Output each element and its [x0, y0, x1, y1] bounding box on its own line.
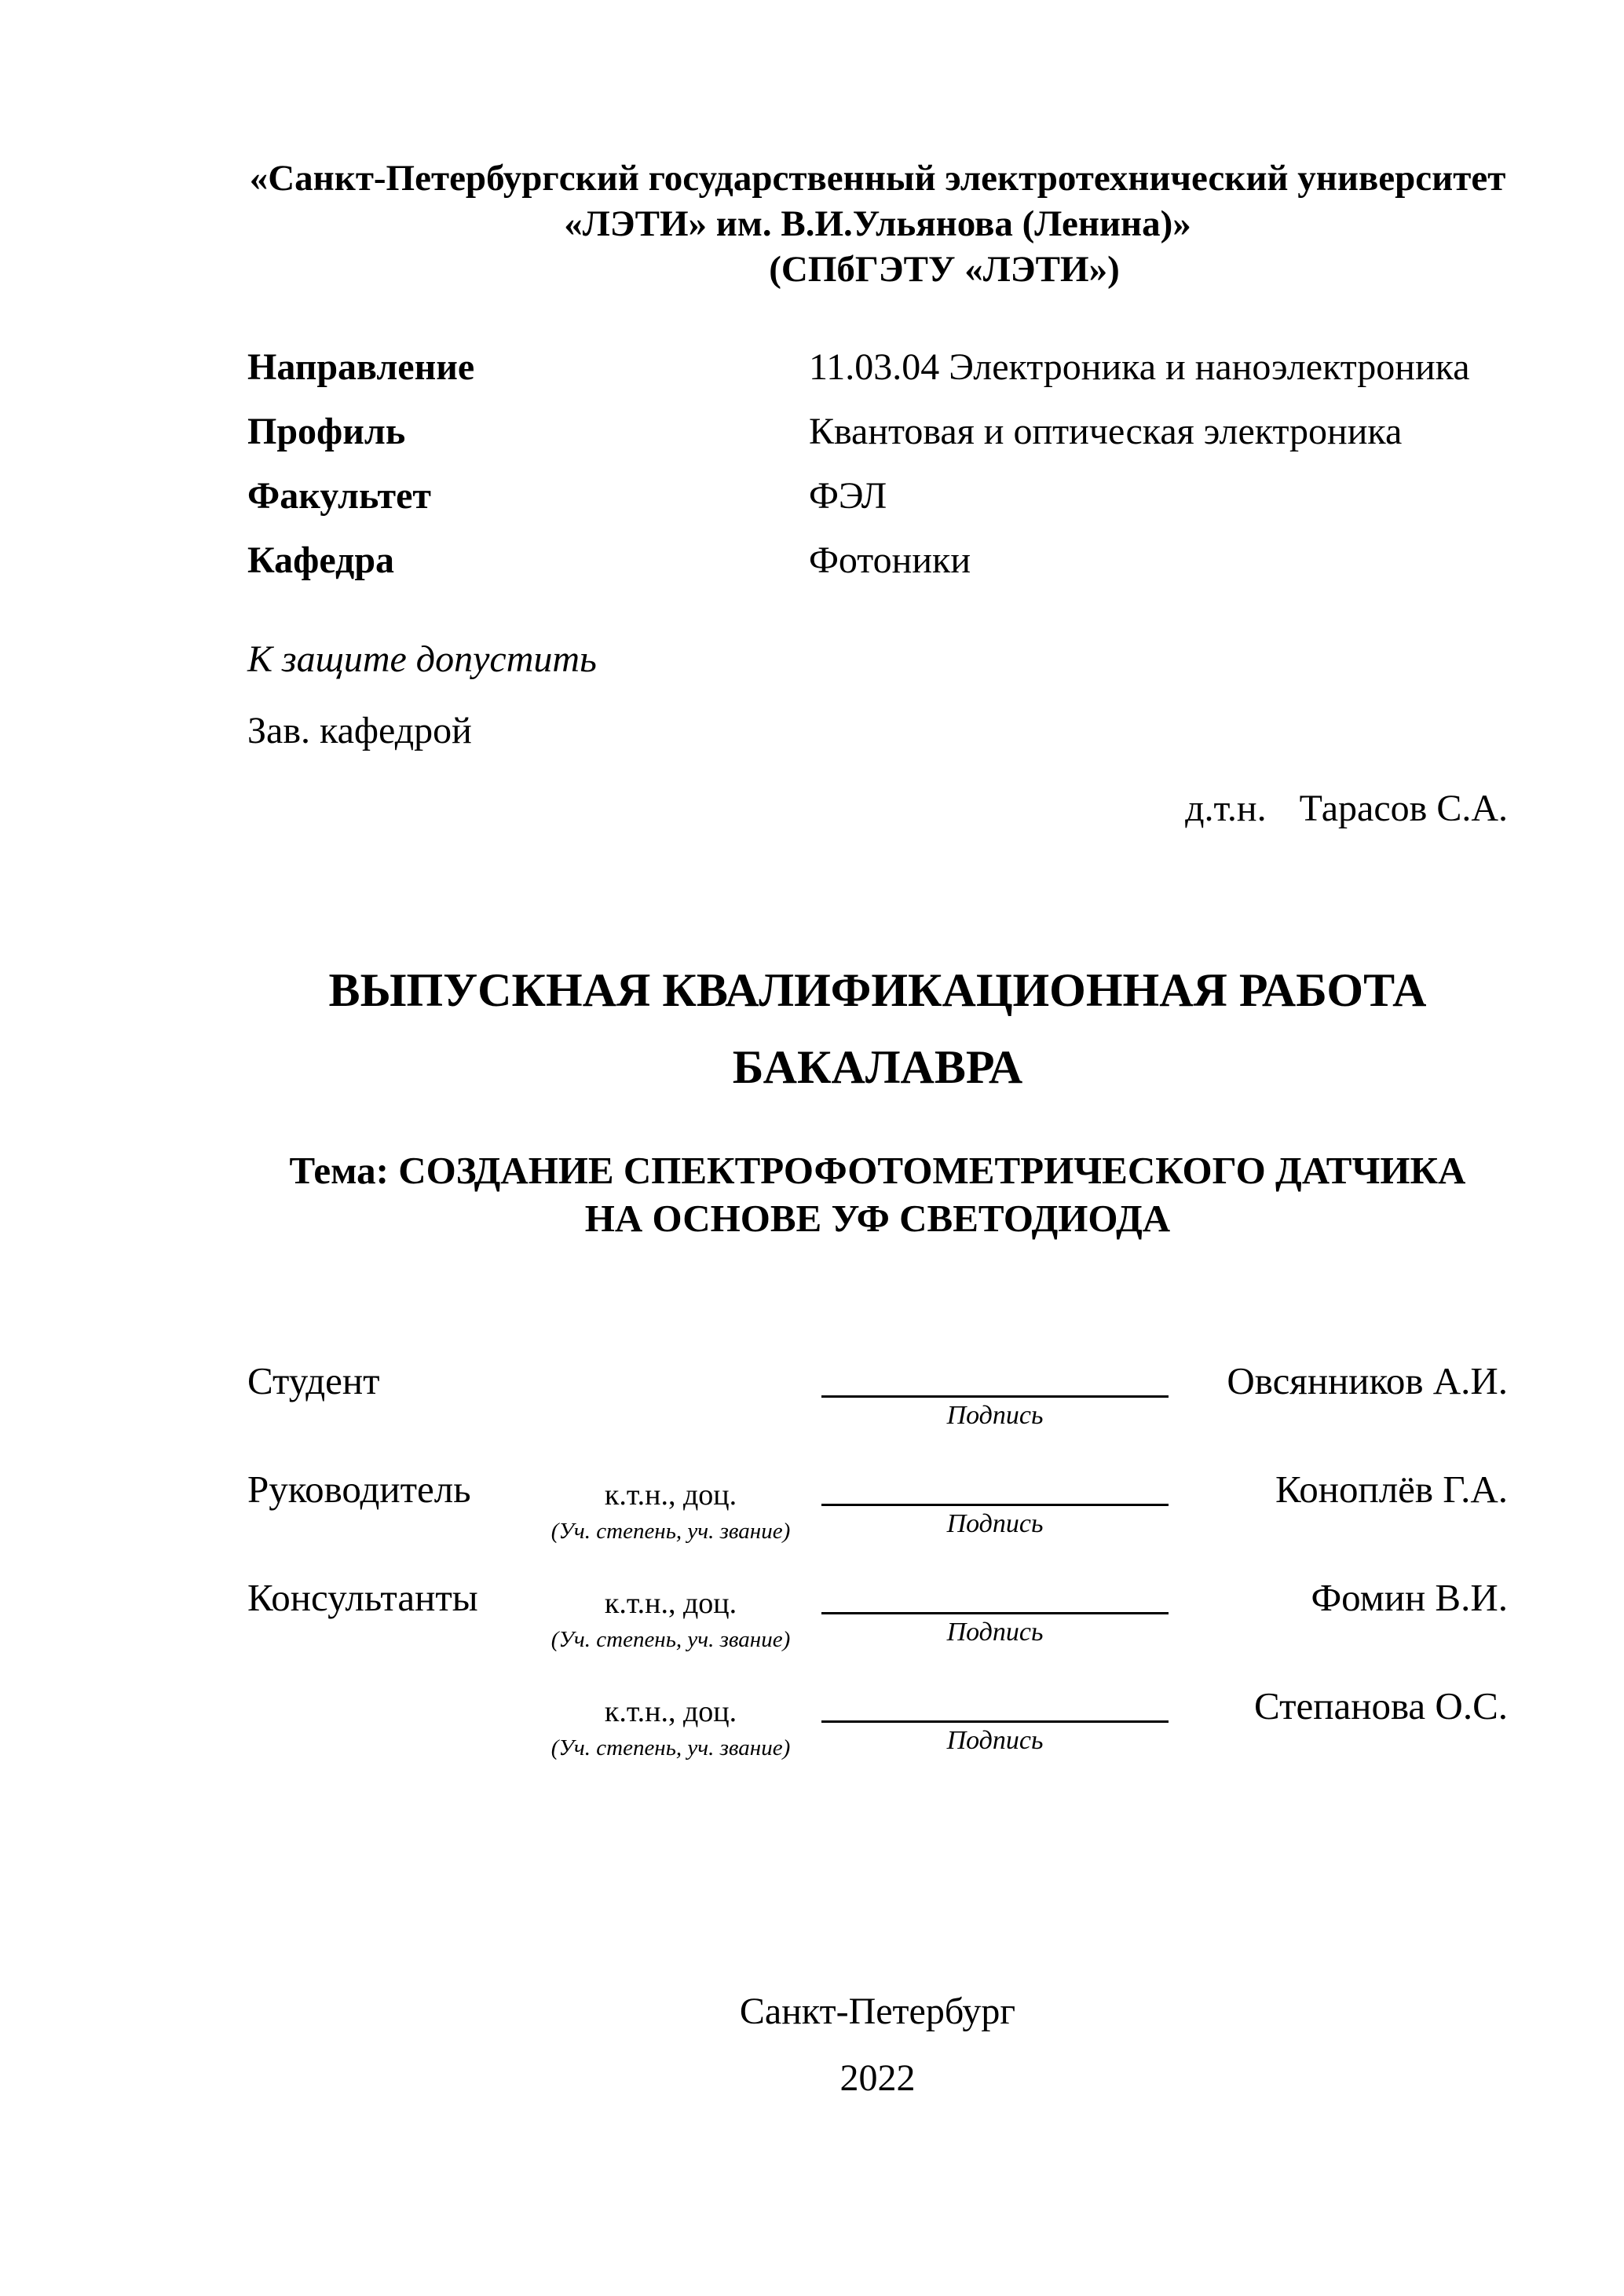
work-title-line1: ВЫПУСКНАЯ КВАЛИФИКАЦИОННАЯ РАБОТА	[328, 964, 1427, 1016]
field-direction	[247, 345, 1508, 410]
signatory-name: Степанова О.С.	[1254, 1684, 1508, 1727]
approver-line	[247, 787, 1508, 830]
signature-line	[821, 1504, 1169, 1506]
signature-caption: Подпись	[946, 1401, 1044, 1430]
signature-line	[821, 1395, 1169, 1398]
program-fields	[247, 345, 1508, 603]
topic-line2: НА ОСНОВЕ УФ СВЕТОДИОДА	[584, 1197, 1171, 1240]
field-faculty-value: ФЭЛ	[809, 475, 887, 517]
signature-row-student	[247, 1358, 1508, 1467]
field-department	[247, 539, 1508, 603]
field-faculty-label: Факультет	[247, 475, 431, 517]
degree-caption: (Уч. степень, уч. звание)	[550, 1627, 791, 1652]
signature-table	[247, 1358, 1508, 1792]
university-abbreviation: (СПбГЭТУ «ЛЭТИ»)	[769, 249, 1120, 290]
signatory-name: Фомин В.И.	[1311, 1576, 1508, 1619]
signature-role: Студент	[247, 1359, 380, 1402]
signature-caption: Подпись	[946, 1726, 1044, 1755]
topic-line1: Тема: СОЗДАНИЕ СПЕКТРОФОТОМЕТРИЧЕСКОГО ДАТЧИКА	[289, 1149, 1466, 1192]
approver-degree: д.т.н.	[1185, 788, 1267, 829]
signature-row-consultant-1	[247, 1575, 1508, 1684]
signatory-degree: к.т.н., доц.	[604, 1587, 737, 1620]
signatory-name: Овсянников А.И.	[1227, 1359, 1508, 1402]
approval-head-of-department-line: Зав. кафедрой	[247, 710, 472, 751]
signatory-degree: к.т.н., доц.	[604, 1695, 737, 1728]
signature-caption: Подпись	[946, 1618, 1044, 1647]
field-department-label: Кафедра	[247, 539, 395, 581]
work-title-line2: БАКАЛАВРА	[732, 1041, 1023, 1093]
approver-name: Тарасов С.А.	[1299, 788, 1508, 829]
field-profile-value: Квантовая и оптическая электроника	[809, 411, 1403, 452]
signature-role: Консультанты	[247, 1576, 478, 1619]
field-faculty	[247, 474, 1508, 539]
signature-caption: Подпись	[946, 1509, 1044, 1538]
approval-permission-line: К защите допустить	[247, 638, 597, 680]
footer-city: Санкт-Петербург	[739, 1991, 1016, 2032]
field-department-value: Фотоники	[809, 539, 971, 581]
signature-line	[821, 1612, 1169, 1614]
field-direction-value: 11.03.04 Электроника и наноэлектроника	[809, 346, 1470, 388]
field-profile-label: Профиль	[247, 411, 406, 452]
signature-row-supervisor	[247, 1467, 1508, 1575]
university-name-line1: «Санкт-Петербургский государственный электротехнический университет	[249, 158, 1506, 199]
university-name-line2: «ЛЭТИ» им. В.И.Ульянова (Ленина)»	[564, 203, 1191, 244]
signature-role: Руководитель	[247, 1468, 471, 1511]
work-title	[247, 952, 1508, 1106]
field-direction-label: Направление	[247, 346, 475, 388]
topic-title	[247, 1146, 1508, 1242]
university-header	[247, 155, 1508, 292]
degree-caption: (Уч. степень, уч. звание)	[550, 1735, 791, 1760]
signatory-degree: к.т.н., доц.	[604, 1479, 737, 1512]
signature-row-consultant-2	[247, 1684, 1508, 1792]
signature-line	[821, 1720, 1169, 1723]
degree-caption: (Уч. степень, уч. звание)	[550, 1519, 791, 1544]
field-profile	[247, 410, 1508, 474]
signatory-name: Коноплёв Г.А.	[1275, 1468, 1508, 1511]
footer-year: 2022	[839, 2057, 916, 2099]
